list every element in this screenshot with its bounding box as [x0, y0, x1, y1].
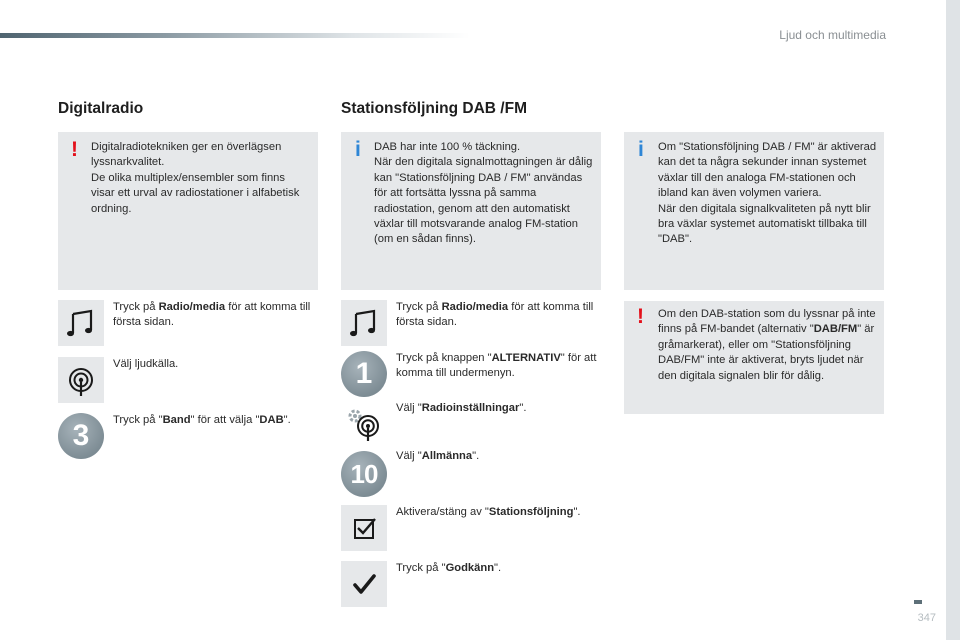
middle-step-4: Välj "Allmänna". — [396, 450, 480, 462]
info-icon: i — [355, 138, 361, 161]
middle-step-3: Välj "Radioinställningar". — [396, 402, 527, 414]
page-edge-bar — [946, 0, 960, 640]
middle-step-2: Tryck på knappen "ALTERNATIV" för att komma till undermenyn. — [396, 352, 597, 380]
middle-step-1: Tryck på Radio/media för att komma till första sidan. — [396, 301, 594, 329]
middle-step-5: Aktivera/stäng av "Stationsföljning". — [396, 506, 581, 518]
middle-step-6: Tryck på "Godkänn". — [396, 562, 502, 574]
checkbox-icon — [341, 505, 387, 551]
radio-settings-icon — [341, 401, 387, 447]
left-step-2: Välj ljudkälla. — [113, 358, 179, 370]
warning-icon: ! — [637, 305, 644, 328]
radio-source-icon — [58, 357, 104, 403]
middle-title: Stationsföljning DAB /FM — [341, 100, 527, 117]
warning-icon: ! — [71, 138, 78, 161]
left-note-text: Digitalradiotekniken ger en överlägsen lyssnarkvalitet. De olika multiplex/ensembler som finns visar ett urval av radiostationer i alfabetisk ordning. — [91, 141, 300, 215]
checkmark-icon — [341, 561, 387, 607]
music-note-icon — [58, 300, 104, 346]
info-icon: i — [638, 138, 644, 161]
step-badge-1: 1 — [341, 351, 387, 397]
page-number: 347 — [917, 612, 936, 624]
left-title: Digitalradio — [58, 100, 144, 117]
right-warning-text: Om den DAB-station som du lyssnar på inte finns på FM-bandet (alternativ "DAB/FM" är gråmarkerat), eller om "Stationsföljning DAB/FM" inte är aktiverat, bryts ljudet när den digitala signalen blir för dålig. — [658, 308, 876, 382]
left-step-1: Tryck på Radio/media för att komma till första sidan. — [113, 301, 311, 329]
header-bar — [0, 33, 470, 38]
step-badge-10: 10 — [341, 451, 387, 497]
right-info-text: Om "Stationsföljning DAB / FM" är aktiverad kan det ta några sekunder innan systemet växlar till den analoga FM-stationen och ibland kan även volymen variera. När den digitala signalkvaliteten på nytt blir bra växlar systemet automatiskt tillbaka till "DAB". — [658, 141, 877, 246]
step-badge-3: 3 — [58, 413, 104, 459]
middle-info-note — [341, 132, 601, 290]
right-info-note — [624, 132, 884, 290]
left-warning-note — [58, 132, 318, 290]
page-marker — [914, 600, 922, 604]
left-step-3: Tryck på "Band" för att välja "DAB". — [113, 414, 291, 426]
music-note-icon — [341, 300, 387, 346]
right-warning-note — [624, 301, 884, 414]
section-title: Ljud och multimedia — [779, 28, 886, 42]
middle-info-text: DAB har inte 100 % täckning. När den digitala signalmottagningen är dålig kan "Stationsföljning DAB / FM" användas för att fortsätta lyssna på samma radiostation, genom att den automatiskt växlar till motsvarande analog FM-station (om en sådan finns). — [374, 141, 593, 246]
